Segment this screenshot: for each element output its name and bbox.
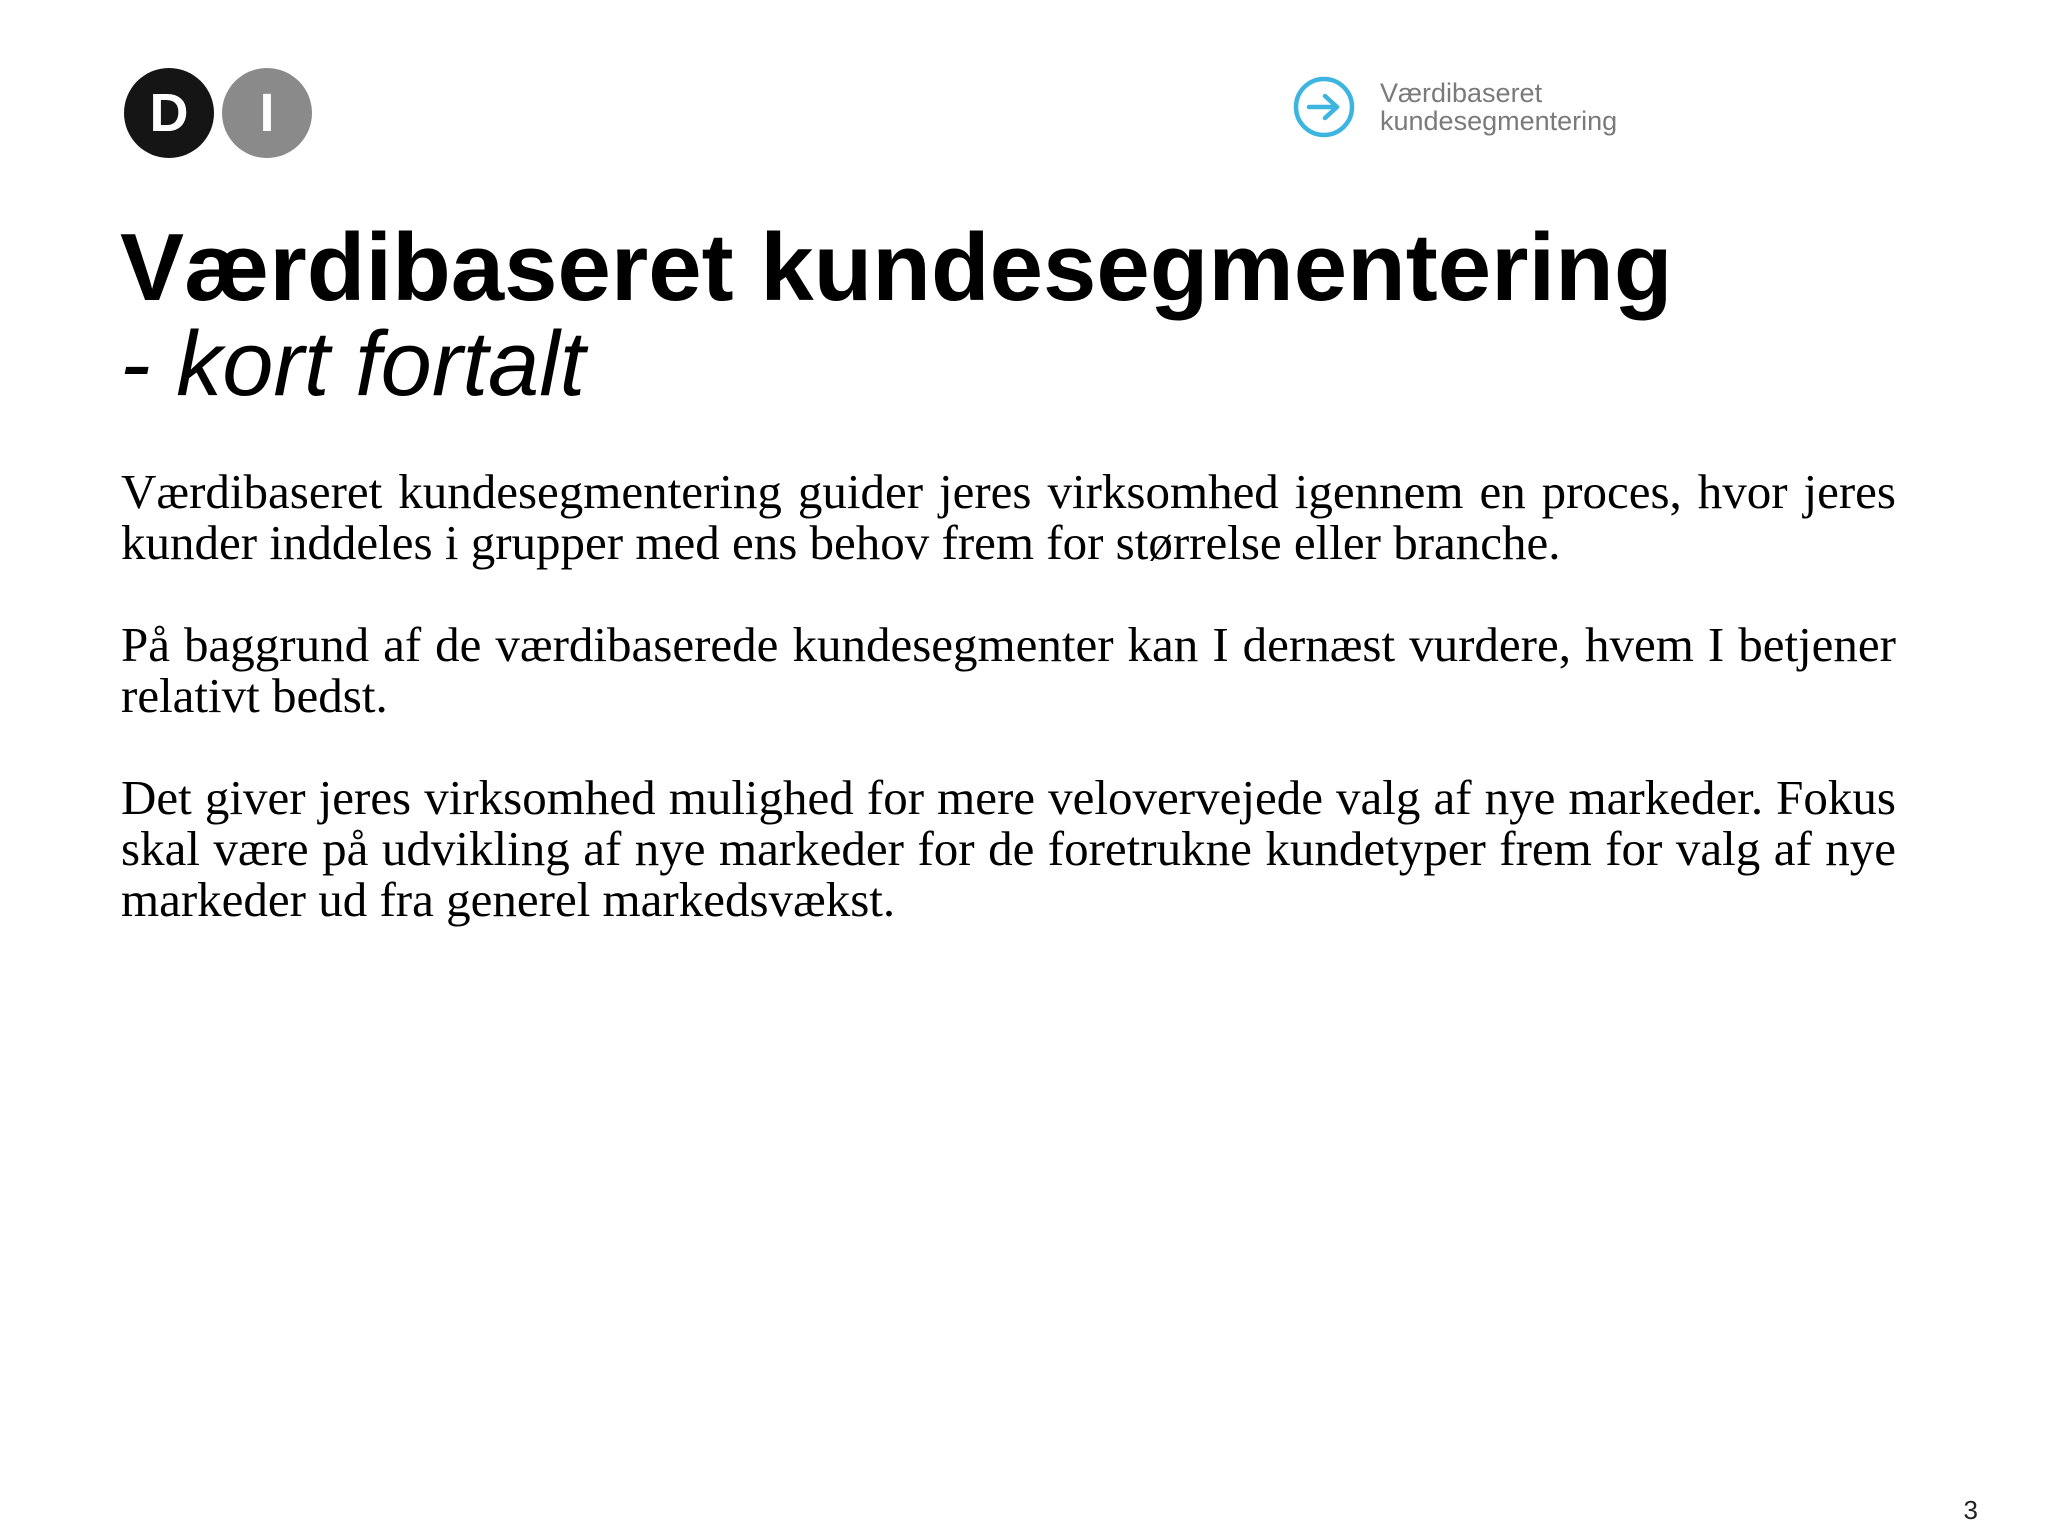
logo-letter-i: I (222, 68, 312, 158)
body-paragraph-1: Værdibaseret kundesegmentering guider jeres virksomhed igennem en proces, hvor jeres kunder inddeles i grupper med ens behov frem for størrelse eller branche. (121, 464, 1896, 570)
section-link-line-1: Værdibaseret (1380, 78, 1543, 108)
section-link-line-2: kundesegmentering (1380, 106, 1618, 136)
slide-body (121, 466, 1896, 925)
page-number: 3 (1963, 1495, 1978, 1525)
logo-letter-d: D (124, 68, 214, 158)
body-paragraph-2: På baggrund af de værdibaserede kundesegmenter kan I dernæst vurdere, hvem I betjener relativt bedst. (121, 617, 1896, 723)
section-link-label (1380, 79, 1617, 135)
slide-subtitle: - kort fortalt (120, 313, 586, 415)
section-link[interactable] (1292, 72, 1617, 142)
body-paragraph-3: Det giver jeres virksomhed mulighed for mere velovervejede valg af nye markeder. Fokus skal være på udvikling af nye markeder for de foretrukne kundetyper frem for valg af nye markeder ud fra generel markedsvækst. (121, 770, 1896, 927)
di-logo (124, 68, 314, 160)
arrow-right-circle-icon (1292, 75, 1356, 139)
slide-title: Værdibaseret kundesegmentering (120, 214, 1673, 321)
